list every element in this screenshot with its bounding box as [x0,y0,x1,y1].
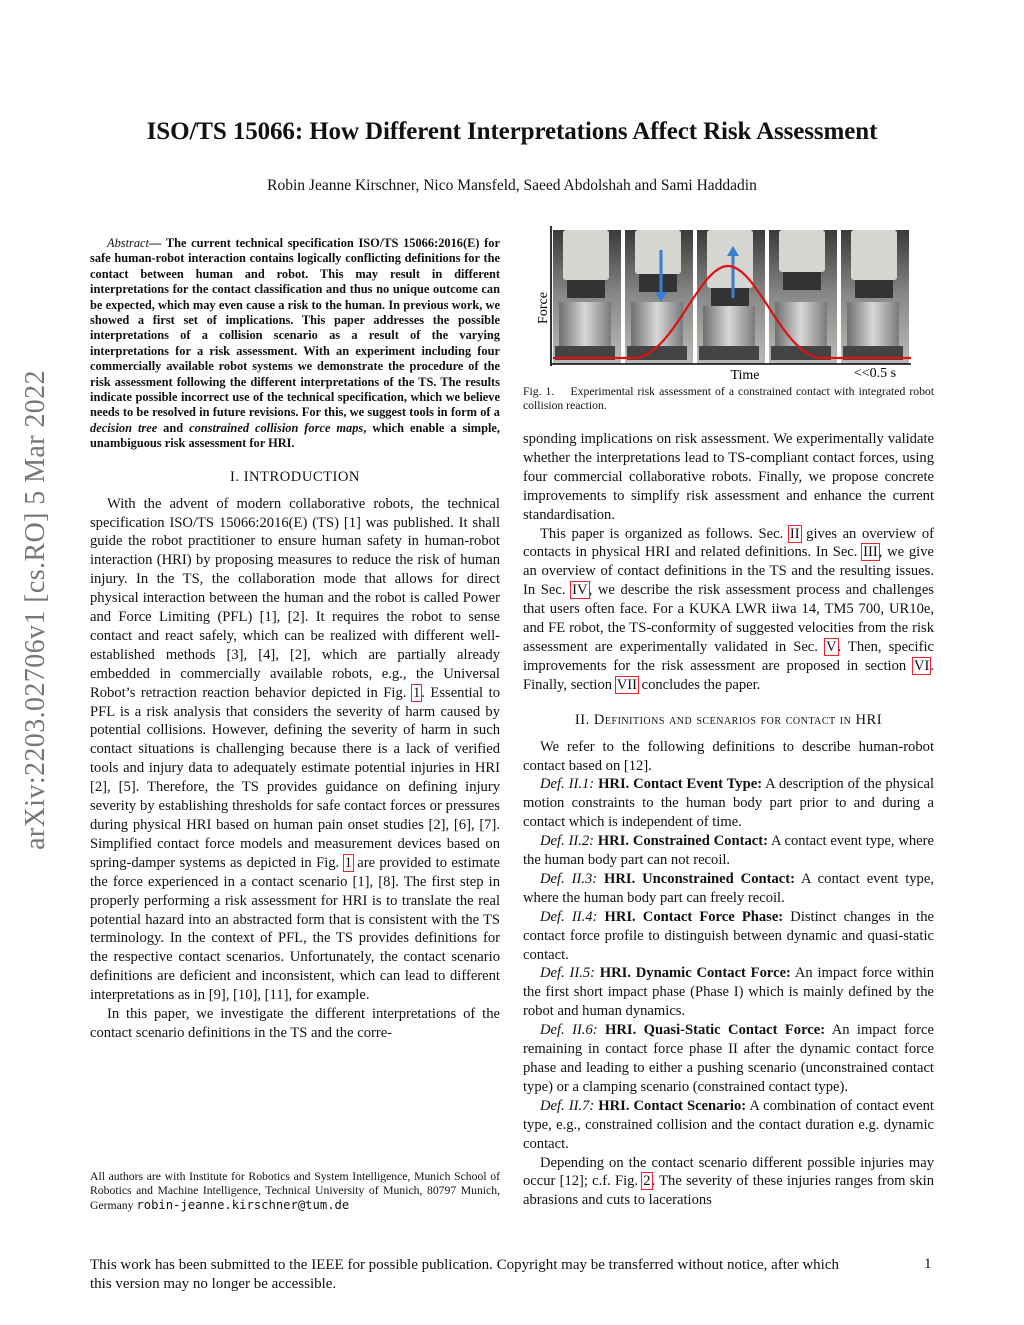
author-email: robin-jeanne.kirschner@tum.de [136,1198,350,1212]
page-number: 1 [924,1256,932,1272]
definition-item [523,908,934,965]
submission-notice: This work has been submitted to the IEEE for possible publication. Copyright may be transferred without notice, after which this version may no longer be accessible. [90,1257,839,1292]
definition-term: HRI. Quasi-Static Contact Force: [605,1022,826,1039]
time-axis-label: Time [730,368,760,383]
definition-item [523,1097,934,1154]
definition-list [523,775,934,1153]
definition-term: HRI. Contact Force Phase: [604,908,784,925]
definition-term: HRI. Unconstrained Contact: [604,870,795,887]
intro-paragraph: In this paper, we investigate the different interpretations of the contact scenario definitions in the TS and the corre- [90,1006,500,1041]
abstract-text: — The current technical specification ISO/TS 15066:2016(E) for safe human-robot interaction contains logically conflicting definitions for the contact between human and robot. This may result in different interpretations for the contact classification and thus no unique outcome can be expected, which may even cause a risk to the human. In previous work, we showed a first set of implications. This paper addresses the possible interpretations of a collision scenario as a result of the varying interpretations for a risk assessment. With an experiment including four commercially available robot systems we demonstrate the procedure of the risk assessment following the different interpretations of the TS. The results indicate possible incorrect use of the technical specification, which we believe needs to be resolved in future revisions. For this, we suggest tools in form of a [90,236,500,420]
definition-term: HRI. Contact Event Type: [598,776,763,793]
arxiv-identifier: arXiv:2203.02706v1 [cs.RO] 5 Mar 2022 [20,370,51,850]
body-paragraph: sponding implications on risk assessment. We experimentally validate whether the interpretations lead to TS-compliant contact forces, using four commercial collaborative robots. Finally, we propose concrete improvements to simplify risk assessment and enhance the current standardisation. [523,431,934,523]
abstract-emphasis: constrained collision force maps [189,420,364,435]
definition-label: Def. II.2: [540,833,595,850]
definition-text: Distinct changes in the contact force profile to distinguish between dynamic and quasi-static contact. [523,908,934,963]
definition-item [523,775,934,832]
figure-1-image [523,226,934,386]
definition-term: HRI. Constrained Contact: [597,833,768,850]
definition-label: Def. II.5: [540,965,596,982]
figure-1 [523,226,934,386]
abstract [90,236,500,452]
right-column [523,430,934,1210]
figure-ref-link[interactable]: 1 [344,854,352,871]
section-ref-link[interactable]: VII [616,676,637,693]
definition-text: A contact event type, where the human body part can not recoil. [523,833,934,869]
definition-item [523,870,934,908]
definition-label: Def. II.3: [540,870,598,887]
abstract-text: , which enable a simple, unambiguous risk assessment for HRI. [90,420,500,451]
figure-1-caption [523,385,934,414]
section-ref-link[interactable]: V [825,638,837,655]
photo-frame-4 [769,230,837,364]
caption-label: Fig. 1. [523,385,555,398]
figure-ref-link[interactable]: 1 [412,684,421,701]
definition-text: An impact force remaining in contact force phase II after the dynamic contact force phase and leading to either a pushing scenario (unconstrained contact type) or a clamping scenario (constrained contact type). [523,1022,934,1095]
definition-item [523,832,934,870]
abstract-emphasis: decision tree [90,420,158,435]
definition-label: Def. II.7: [540,1097,595,1114]
definition-term: HRI. Dynamic Contact Force: [599,965,791,982]
force-axis-label: Force [536,292,551,324]
definition-item [523,964,934,1021]
paper-title: ISO/TS 15066: How Different Interpretations Affect Risk Assessment [146,118,878,145]
intro-paragraph: With the advent of modern collaborative robots, the technical specification ISO/TS 15066:2016(E) (TS) [1] was published. It shall guide the robot practitioner to ensure human safety in human-robot interaction (HRI) by proposing measures to reduce the risk of human injury. In the TS, the collaboration mode that allows for direct physical interaction between the human and the robot is called Power and Force Limiting (PFL) [1], [2]. It requires the robot to sense contact and react safely, which can be realized with different well-established methods [3], [4], [2], which are partially already embedded in commercially available robots, e.g., the Universal Robot’s retraction reaction behavior depicted in Fig. 1. Essential to PFL is a risk analysis that considers the severity of harm caused by potential collisions. However, defining the severity of harm in such contact situations is challenging because there is a lack of verified tools and injury data to adequately estimate potential injuries in HRI [2], [5]. Therefore, the TS provides guidance on defining injury severity by establishing thresholds for safe contact forces or pressures during physical HRI based on human pain onset studies [2], [6], [7]. Simplified contact force models and measurement devices based on spring-damper systems as depicted in Fig. 1 are provided to estimate the force experienced in a contact scenario [1], [8]. The first step in properly performing a risk assessment for HRI is to translate the real potential hazard into an abstracted form that is consistent with the TS terminology. In the context of PFL, the TS provides definitions for the respective contact scenarios. Unfortunately, the contact scenario definitions are deficient and inconsistent, which can lead to different interpretations as in [9], [10], [11], for example. [90,495,501,1004]
time-duration-label: <<0.5 s [853,366,897,381]
definition-label: Def. II.1: [540,776,595,793]
definition-text: A description of the physical motion constraints to the human body part prior to and during a contact which is independent of time. [523,776,934,831]
definition-label: Def. II.6: [540,1022,598,1039]
arxiv-sidebar [16,260,56,960]
caption-text: Experimental risk assessment of a constrained contact with integrated robot collision reaction. [523,385,935,413]
body-paragraph: Depending on the contact scenario different possible injuries may occur [12]; c.f. Fig. 2. The severity of these injuries ranges from skin abrasions and cuts to lacerations [523,1154,934,1209]
abstract-text: and [157,420,190,435]
organization-paragraph: This paper is organized as follows. Sec. II gives an overview of contacts in physical HRI and related definitions. In Sec. III, we give an overview of contact definitions in the TS and the resulting issues. In Sec. IV, we describe the risk assessment process and challenges that users often face. For a KUKA LWR iiwa 14, TM5 700, UR10e, and FE robot, the TS-conformity of suggested velocities from the risk assessment are experimentally validated in Sec. V. Then, specific improvements for the risk assessment are proposed in section VI. Finally, section VII concludes the paper. [523,525,934,693]
definition-text: A contact event type, where the human body part can freely recoil. [523,870,934,906]
abstract-label: Abstract [107,236,149,250]
definition-item [523,1021,934,1097]
figure-ref-link[interactable]: 2 [643,1173,651,1190]
section-heading-introduction: I. INTRODUCTION [230,468,360,485]
definition-term: HRI. Contact Scenario: [598,1097,747,1114]
footnote-text: All authors are with Institute for Robotics and System Intelligence, Munich School of Robotics and Machine Intelligence, Technical University of Munich, 80797 Munich, Germany [90,1170,500,1212]
photo-frame-5 [841,230,909,364]
author-footnote [90,1170,500,1213]
photo-frame-1 [553,230,621,364]
section-ref-link[interactable]: IV [572,582,588,599]
author-list: Robin Jeanne Kirschner, Nico Mansfeld, Saeed Abdolshah and Sami Haddadin [267,177,757,194]
section-ref-link[interactable]: II [789,525,800,542]
section-heading-definitions: II. Definitions and scenarios for contact in HRI [574,711,883,728]
definition-text: An impact force within the first short impact phase (Phase I) which is mainly defined by the robot and human dynamics. [523,965,934,1020]
definition-text: A combination of contact event type, e.g., constrained collision and the contact duration e.g. dynamic contact. [523,1097,934,1152]
body-paragraph: We refer to the following definitions to describe human-robot contact based on [12]. [523,738,934,774]
definition-label: Def. II.4: [540,908,598,925]
section-ref-link[interactable]: III [863,544,878,561]
left-column [90,236,500,1043]
section-ref-link[interactable]: VI [913,657,930,674]
